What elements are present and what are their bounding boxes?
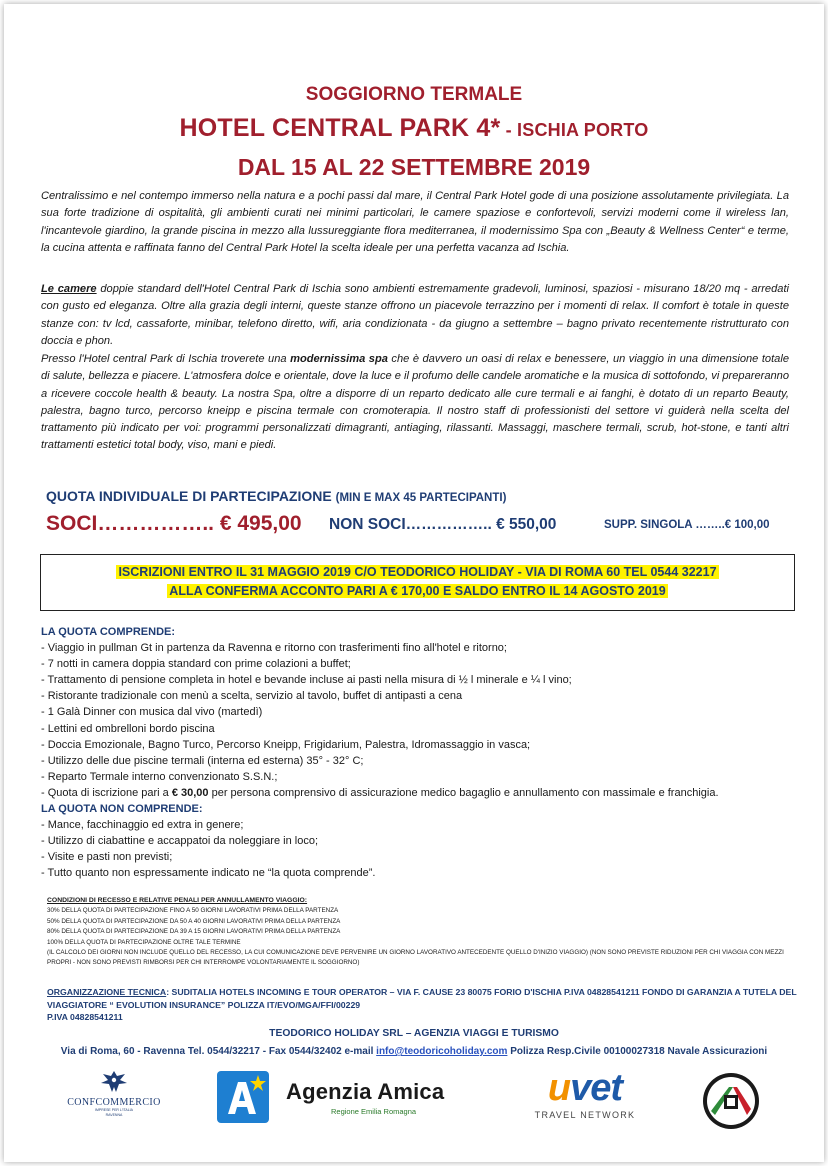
condition-item: 50% DELLA QUOTA DI PARTECIPAZIONE DA 50 A 40 GIORNI LAVORATIVI PRIMA DELLA PARTENZA xyxy=(47,917,341,925)
confcommercio-logo xyxy=(59,1069,169,1124)
uvet-logo xyxy=(530,1068,640,1128)
confcommercio-city: RAVENNA xyxy=(105,1113,123,1117)
quota-title xyxy=(46,488,506,504)
registration-notice-box xyxy=(40,554,795,611)
list-item: - 1 Galà Dinner con musica dal vivo (martedì) xyxy=(41,706,263,719)
document-page xyxy=(4,4,824,1162)
regione-emilia-romagna: Regione Emilia Romagna xyxy=(331,1107,417,1116)
spa-text-b: che è davvero un oasi di relax e benessere, un viaggio in una dimensione totale di salute, bellezza e piacere. L'atmosfera dolce e orientale, dove la luce e il profumo delle candele aromatiche e la musica di sottofondo, vi prepareranno a ricevere coccole health & beauty. La nostra Spa, oltre a disporre di un reparto dedicato alle cure termali e ai fanghi, è dotato di un reparto Beauty, palestra, bagno turco, percorso kneipp e piscina termale con cromoterapia. Il nostro staff di professionisti del settore vi guiderà nella scelta del trattamento più indicato per voi: programmi personalizzati dimagranti, antiaging, rilassanti. Massaggi, maschere termali, scrub, hot-stone, e tanti altri trattamenti estetici total body, viso, mani e piedi. xyxy=(41,353,789,452)
rooms-text: doppie standard dell'Hotel Central Park di Ischia sono ambienti estremamente gradevoli, luminosi, spaziosi - misurano 18/20 mq - arredati con gusto ed eleganza. Oltre alla grazia degli interni, queste stanze offrono un piacevole terrazzino per i momenti di relax. Il comfort è totale in queste stanze con: tv lcd, cassaforte, minibar, telefono diretto, wifi, aria condizionata - da giugno a settembre – bagno privato recentemente ristrutturato con doccia e phon. xyxy=(41,283,789,347)
agency-contact xyxy=(4,1046,824,1057)
cancellation-conditions xyxy=(47,896,797,969)
list-item: - Viaggio in pullman Gt in partenza da Ravenna e ritorno con trasferimenti fino all'hotel e ritorno; xyxy=(41,642,507,655)
spa-bold: modernissima spa xyxy=(290,353,388,365)
list-item: - Trattamento di pensione completa in hotel e bevande incluse ai pasti nella misura di ½ l minerale e ¼ l vino; xyxy=(41,674,572,687)
agenzia-amica-logo xyxy=(286,1079,481,1129)
list-item: - Mance, facchinaggio ed extra in genere; xyxy=(41,819,244,832)
list-item: - 7 notti in camera doppia standard con prime colazioni a buffet; xyxy=(41,658,351,671)
rooms-lead: Le camere xyxy=(41,283,97,295)
agenzia-a-logo xyxy=(216,1070,270,1124)
quota-title-text: QUOTA INDIVIDUALE DI PARTECIPAZIONE xyxy=(46,488,336,504)
org-label: ORGANIZZAZIONE TECNICA xyxy=(47,987,167,997)
condition-item: 30% DELLA QUOTA DI PARTECIPAZIONE FINO A 50 GIORNI LAVORATIVI PRIMA DELLA PARTENZA xyxy=(47,907,339,915)
list-item-fee xyxy=(41,785,801,801)
agency-insurance: Polizza Resp.Civile 00100027318 Navale Assicurazioni xyxy=(507,1046,768,1057)
eagle-emblem-icon xyxy=(99,1069,129,1095)
conditions-note: (IL CALCOLO DEI GIORNI NON INCLUDE QUELLO DEL RECESSO, LA CUI COMUNICAZIONE DEVE PERVENIRE UN GIORNO LAVORATIVO ANTECEDENTE QUELLO D'INIZIO VIAGGIO) (NON SONO PREVISTE RIDUZIONI PER CHI VIAGGIA CON MEZZI PROPRI - NON SONO PREVISTI RIMBORSI PER CHI INTERROMPE VOLONTARIAMENTE IL SOGGIORNO) xyxy=(47,949,784,967)
trip-dates: DAL 15 AL 22 SETTEMBRE 2019 xyxy=(237,154,591,180)
org-text: : SUDITALIA HOTELS INCOMING E TOUR OPERATOR – VIA F. CAUSE 23 80075 FORIO D'ISCHIA P.IVA 04828541211 FONDO DI GARANZIA A TUTELA DEL VIAGGIATORE “ EVOLUTION INSURANCE” POLIZZA IT/EVO/MGA/FFI/00229 xyxy=(47,987,797,1010)
round-badge-logo xyxy=(701,1071,761,1131)
price-supp-singola: SUPP. SINGOLA ……..€ 100,00 xyxy=(604,519,770,531)
confcommercio-name: CONFCOMMERCIO xyxy=(67,1097,161,1108)
agenzia-amica-name: Agenzia Amica xyxy=(286,1079,445,1104)
quota-title-note: (MIN E MAX 45 PARTECIPANTI) xyxy=(335,492,507,504)
uvet-u: u xyxy=(547,1067,571,1109)
price-non-soci: NON SOCI…………….. € 550,00 xyxy=(329,516,557,533)
uvet-wordmark xyxy=(530,1068,640,1108)
technical-organization xyxy=(47,986,797,1024)
excludes-title: LA QUOTA NON COMPRENDE: xyxy=(41,803,203,816)
list-item: - Visite e pasti non previsti; xyxy=(41,851,173,864)
notice-line-2: ALLA CONFERMA ACCONTO PARI A € 170,00 E SALDO ENTRO IL 14 AGOSTO 2019 xyxy=(169,584,666,598)
includes-title: LA QUOTA COMPRENDE: xyxy=(41,626,176,638)
uvet-vet: vet xyxy=(570,1067,623,1109)
letter-a-star-icon xyxy=(216,1070,270,1124)
quota-details xyxy=(41,624,801,882)
conditions-title: CONDIZIONI DI RECESSO E RELATIVE PENALI PER ANNULLAMENTO VIAGGIO: xyxy=(47,897,308,904)
confcommercio-tagline: IMPRESE PER L'ITALIA xyxy=(95,1108,133,1112)
fee-amount: € 30,00 xyxy=(171,786,209,799)
condition-item: 80% DELLA QUOTA DI PARTECIPAZIONE DA 39 A 15 GIORNI LAVORATIVI PRIMA DELLA PARTENZA xyxy=(47,928,341,936)
notice-line-1: ISCRIZIONI ENTRO IL 31 MAGGIO 2019 C/O TEODORICO HOLIDAY - VIA DI ROMA 60 TEL 0544 32217 xyxy=(118,565,717,579)
intro-paragraph-spa xyxy=(41,351,789,455)
hotel-name: HOTEL CENTRAL PARK 4* xyxy=(179,114,501,142)
uvet-travel-network: TRAVEL NETWORK xyxy=(534,1110,636,1120)
hotel-location: - ISCHIA PORTO xyxy=(500,120,649,140)
italy-flag-badge-icon xyxy=(701,1071,761,1131)
intro-paragraph-rooms xyxy=(41,281,789,350)
list-item: - Reparto Termale interno convenzionato S.S.N.; xyxy=(41,770,278,783)
page-title-soggiorno: SOGGIORNO TERMALE xyxy=(305,84,523,105)
list-item: - Doccia Emozionale, Bagno Turco, Percorso Kneipp, Frigidarium, Palestra, Idromassaggio in vasca; xyxy=(41,738,531,751)
list-item: - Ristorante tradizionale con menù a scelta, servizio al tavolo, buffet di antipasti a cena xyxy=(41,690,463,703)
price-soci: SOCI…………….. € 495,00 xyxy=(46,512,302,535)
agency-address: Via di Roma, 60 - Ravenna Tel. 0544/32217 - Fax 0544/32402 e-mail xyxy=(60,1046,377,1057)
list-item: - Utilizzo di ciabattine e accappatoi da noleggiare in loco; xyxy=(41,835,318,848)
hotel-title xyxy=(4,114,824,143)
list-item: - Lettini ed ombrelloni bordo piscina xyxy=(41,722,215,735)
condition-item: 100% DELLA QUOTA DI PARTECIPAZIONE OLTRE TALE TERMINE xyxy=(47,938,241,946)
org-piva: P.IVA 04828541211 xyxy=(47,1012,123,1023)
agency-email-link[interactable]: info@teodoricoholiday.com xyxy=(376,1046,508,1057)
fee-text-b: per persona comprensivo di assicurazione medico bagaglio e annullamento con massimale e franchigia. xyxy=(208,786,719,799)
fee-text-a: - Quota di iscrizione pari a xyxy=(41,786,172,799)
spa-text-a: Presso l'Hotel central Park di Ischia troverete una xyxy=(41,353,291,365)
intro-paragraph-hotel: Centralissimo e nel contempo immerso nella natura e a pochi passi dal mare, il Central Park Hotel gode di una posizione assolutamente privilegiata. La sua forte tradizione di ospitalità, gli ambienti curati nei minimi particolari, le camere spaziose e confortevoli, servizi moderni come il wireless lan, l'incantevole giardino, la grande piscina in mezzo alla lussureggiante flora mediterranea, il modernissimo Spa con „Beauty & Wellness Center“ e terme, la cucina attenta e raffinata fanno del Central Park Hotel la scelta ideale per una perfetta vacanza ad Ischia. xyxy=(41,190,789,254)
list-item: - Utilizzo delle due piscine termali (interna ed esterna) 35° - 32° C; xyxy=(41,754,364,767)
agency-name: TEODORICO HOLIDAY SRL – AGENZIA VIAGGI E TURISMO xyxy=(269,1028,559,1039)
list-item: - Tutto quanto non espressamente indicato ne “la quota comprende”. xyxy=(41,867,376,880)
